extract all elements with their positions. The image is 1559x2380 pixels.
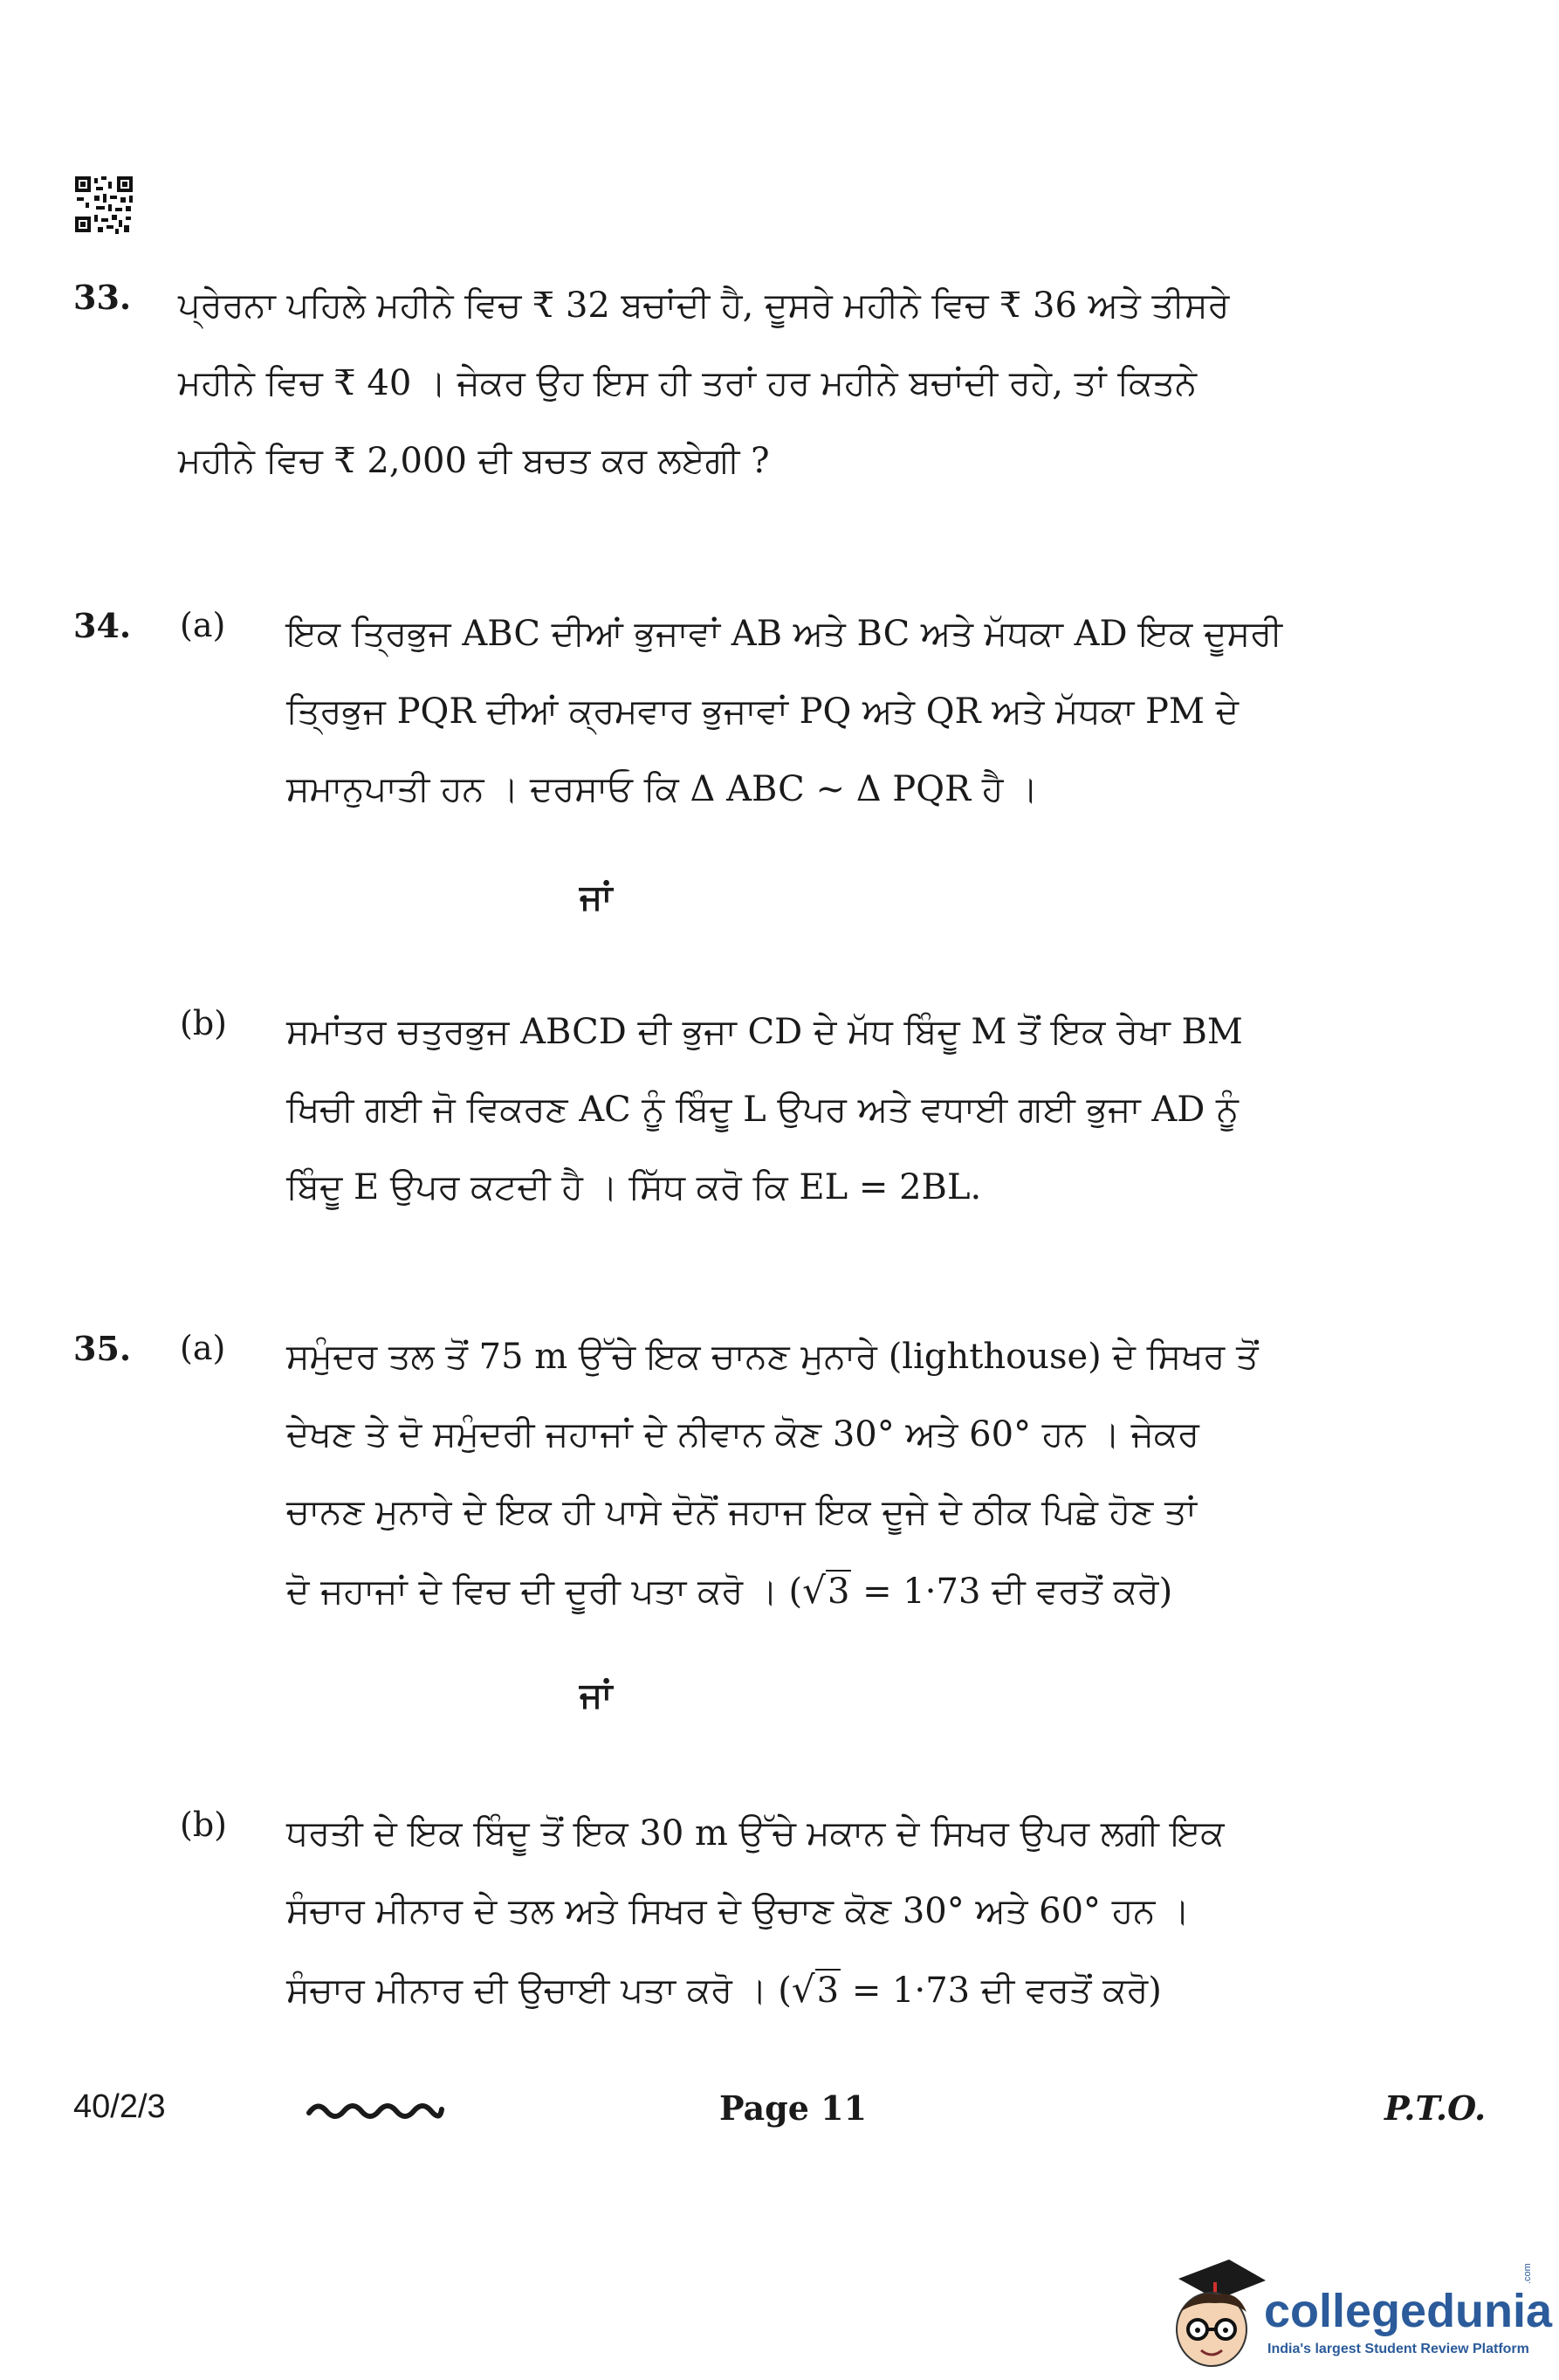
collegedunia-logo <box>1161 2249 1553 2371</box>
sqrt-symbol: √3 <box>802 1569 850 1612</box>
please-turn-over: P.T.O. <box>1384 2088 1487 2128</box>
question-35-part-b-text <box>286 1795 1405 2030</box>
question-35-part-a-text <box>286 1318 1405 1631</box>
question-number-34: 34. <box>73 606 132 645</box>
question-34-part-b-text <box>286 994 1405 1227</box>
logo-domain-suffix: .com <box>1522 2263 1533 2284</box>
wave-ornament-icon <box>306 2099 445 2122</box>
paper-code: 40/2/3 <box>73 2088 166 2125</box>
sqrt-radicand: 3 <box>827 1572 850 1612</box>
question-34b-line-3: ਬਿੰਦੂ E ਉਪਰ ਕਟਦੀ ਹੈ । ਸਿੱਧ ਕਰੋ ਕਿ EL = 2BL. <box>286 1167 982 1207</box>
question-34-part-a-text <box>286 595 1405 829</box>
question-34a-line-2: ਤ੍ਰਿਭੁਜ PQR ਦੀਆਂ ਕ੍ਰਮਵਾਰ ਭੁਜਾਵਾਂ PQ ਅਤੇ QR ਅਤੇ ਮੱਧਕਾ PM ਦੇ <box>286 691 1240 732</box>
sqrt-symbol: √3 <box>791 1968 840 2011</box>
question-35a-line-2: ਦੇਖਣ ਤੇ ਦੋ ਸਮੁੰਦਰੀ ਜਹਾਜਾਂ ਦੇ ਨੀਵਾਨ ਕੋਣ 30° ਅਤੇ 60° ਹਨ । ਜੇਕਰ <box>286 1414 1199 1455</box>
question-35a-line-4-post: = 1·73 ਦੀ ਵਰਤੋਂ ਕਰੋ) <box>851 1572 1173 1612</box>
question-35b-line-3-post: = 1·73 ਦੀ ਵਰਤੋਂ ਕਰੋ) <box>841 1971 1162 2011</box>
question-35b-line-2: ਸੰਚਾਰ ਮੀਨਾਰ ਦੇ ਤਲ ਅਤੇ ਸਿਖਰ ਦੇ ਉਚਾਣ ਕੋਣ 30° ਅਤੇ 60° ਹਨ । <box>286 1891 1191 1931</box>
question-35b-line-3 <box>286 1950 1405 2030</box>
question-35a-line-3: ਚਾਨਣ ਮੁਨਾਰੇ ਦੇ ਇਕ ਹੀ ਪਾਸੇ ਦੋਨੋਂ ਜਹਾਜ ਇਕ ਦੂਜੇ ਦੇ ਠੀਕ ਪਿਛੇ ਹੋਣ ਤਾਂ <box>286 1492 1197 1532</box>
page-number: Page 11 <box>719 2088 868 2128</box>
question-33-text <box>178 267 1405 500</box>
question-35-part-a-label: (a) <box>180 1329 226 1367</box>
question-35a-line-4 <box>286 1551 1405 1631</box>
question-34a-line-1: ਇਕ ਤ੍ਰਿਭੁਜ ABC ਦੀਆਂ ਭੁਜਾਵਾਂ AB ਅਤੇ BC ਅਤੇ ਮੱਧਕਾ AD ਇਕ ਦੂਸਰੀ <box>286 614 1282 654</box>
question-35-part-b-label: (b) <box>180 1806 227 1844</box>
question-35a-line-1: ਸਮੁੰਦਰ ਤਲ ਤੋਂ 75 m ਉੱਚੇ ਇਕ ਚਾਨਣ ਮੁਨਾਰੇ (lighthouse) ਦੇ ਸਿਖਰ ਤੋਂ <box>286 1337 1259 1377</box>
question-35a-line-4-pre: ਦੋ ਜਹਾਜਾਂ ਦੇ ਵਿਚ ਦੀ ਦੂਰੀ ਪਤਾ ਕਰੋ । ( <box>286 1572 803 1612</box>
question-34a-line-3: ਸਮਾਨੁਪਾਤੀ ਹਨ । ਦਰਸਾਓ ਕਿ Δ ABC ~ Δ PQR ਹੈ । <box>286 769 1039 809</box>
question-33-line-3: ਮਹੀਨੇ ਵਿਚ ₹ 2,000 ਦੀ ਬਚਤ ਕਰ ਲਏਗੀ ? <box>178 441 770 481</box>
logo-brand-name: collegedunia <box>1264 2285 1553 2337</box>
or-separator-34: ਜਾਂ <box>580 877 613 918</box>
student-mascot-icon <box>1161 2249 1274 2371</box>
question-34b-line-1: ਸਮਾਂਤਰ ਚਤੁਰਭੁਜ ABCD ਦੀ ਭੁਜਾ CD ਦੇ ਮੱਧ ਬਿੰਦੂ M ਤੋਂ ਇਕ ਰੇਖਾ BM <box>286 1012 1243 1052</box>
logo-tagline: India's largest Student Review Platform <box>1267 2342 1529 2356</box>
question-34b-line-2: ਖਿਚੀ ਗਈ ਜੋ ਵਿਕਰਣ AC ਨੂੰ ਬਿੰਦੂ L ਉਪਰ ਅਤੇ ਵਧਾਈ ਗਈ ਭੁਜਾ AD ਨੂੰ <box>286 1090 1240 1130</box>
question-33-line-1: ਪ੍ਰੇਰਨਾ ਪਹਿਲੇ ਮਹੀਨੇ ਵਿਚ ₹ 32 ਬਚਾਂਦੀ ਹੈ, ਦੂਸਰੇ ਮਹੀਨੇ ਵਿਚ ₹ 36 ਅਤੇ ਤੀਸਰੇ <box>178 285 1230 326</box>
question-34-part-a-label: (a) <box>180 606 226 644</box>
question-35b-line-3-pre: ਸੰਚਾਰ ਮੀਨਾਰ ਦੀ ਉਚਾਈ ਪਤਾ ਕਰੋ । ( <box>286 1971 792 2011</box>
question-34-part-b-label: (b) <box>180 1004 227 1042</box>
question-33-line-2: ਮਹੀਨੇ ਵਿਚ ₹ 40 । ਜੇਕਰ ਉਹ ਇਸ ਹੀ ਤਰਾਂ ਹਰ ਮਹੀਨੇ ਬਚਾਂਦੀ ਰਹੇ, ਤਾਂ ਕਿਤਨੇ <box>178 363 1198 403</box>
question-number-35: 35. <box>73 1329 132 1368</box>
question-35b-line-1: ਧਰਤੀ ਦੇ ਇਕ ਬਿੰਦੂ ਤੋਂ ਇਕ 30 m ਉੱਚੇ ਮਕਾਨ ਦੇ ਸਿਖਰ ਉਪਰ ਲਗੀ ਇਕ <box>286 1813 1225 1854</box>
sqrt-radicand: 3 <box>816 1971 840 2011</box>
qr-code <box>75 176 134 234</box>
or-separator-35: ਜਾਂ <box>580 1675 613 1716</box>
question-number-33: 33. <box>73 278 132 317</box>
